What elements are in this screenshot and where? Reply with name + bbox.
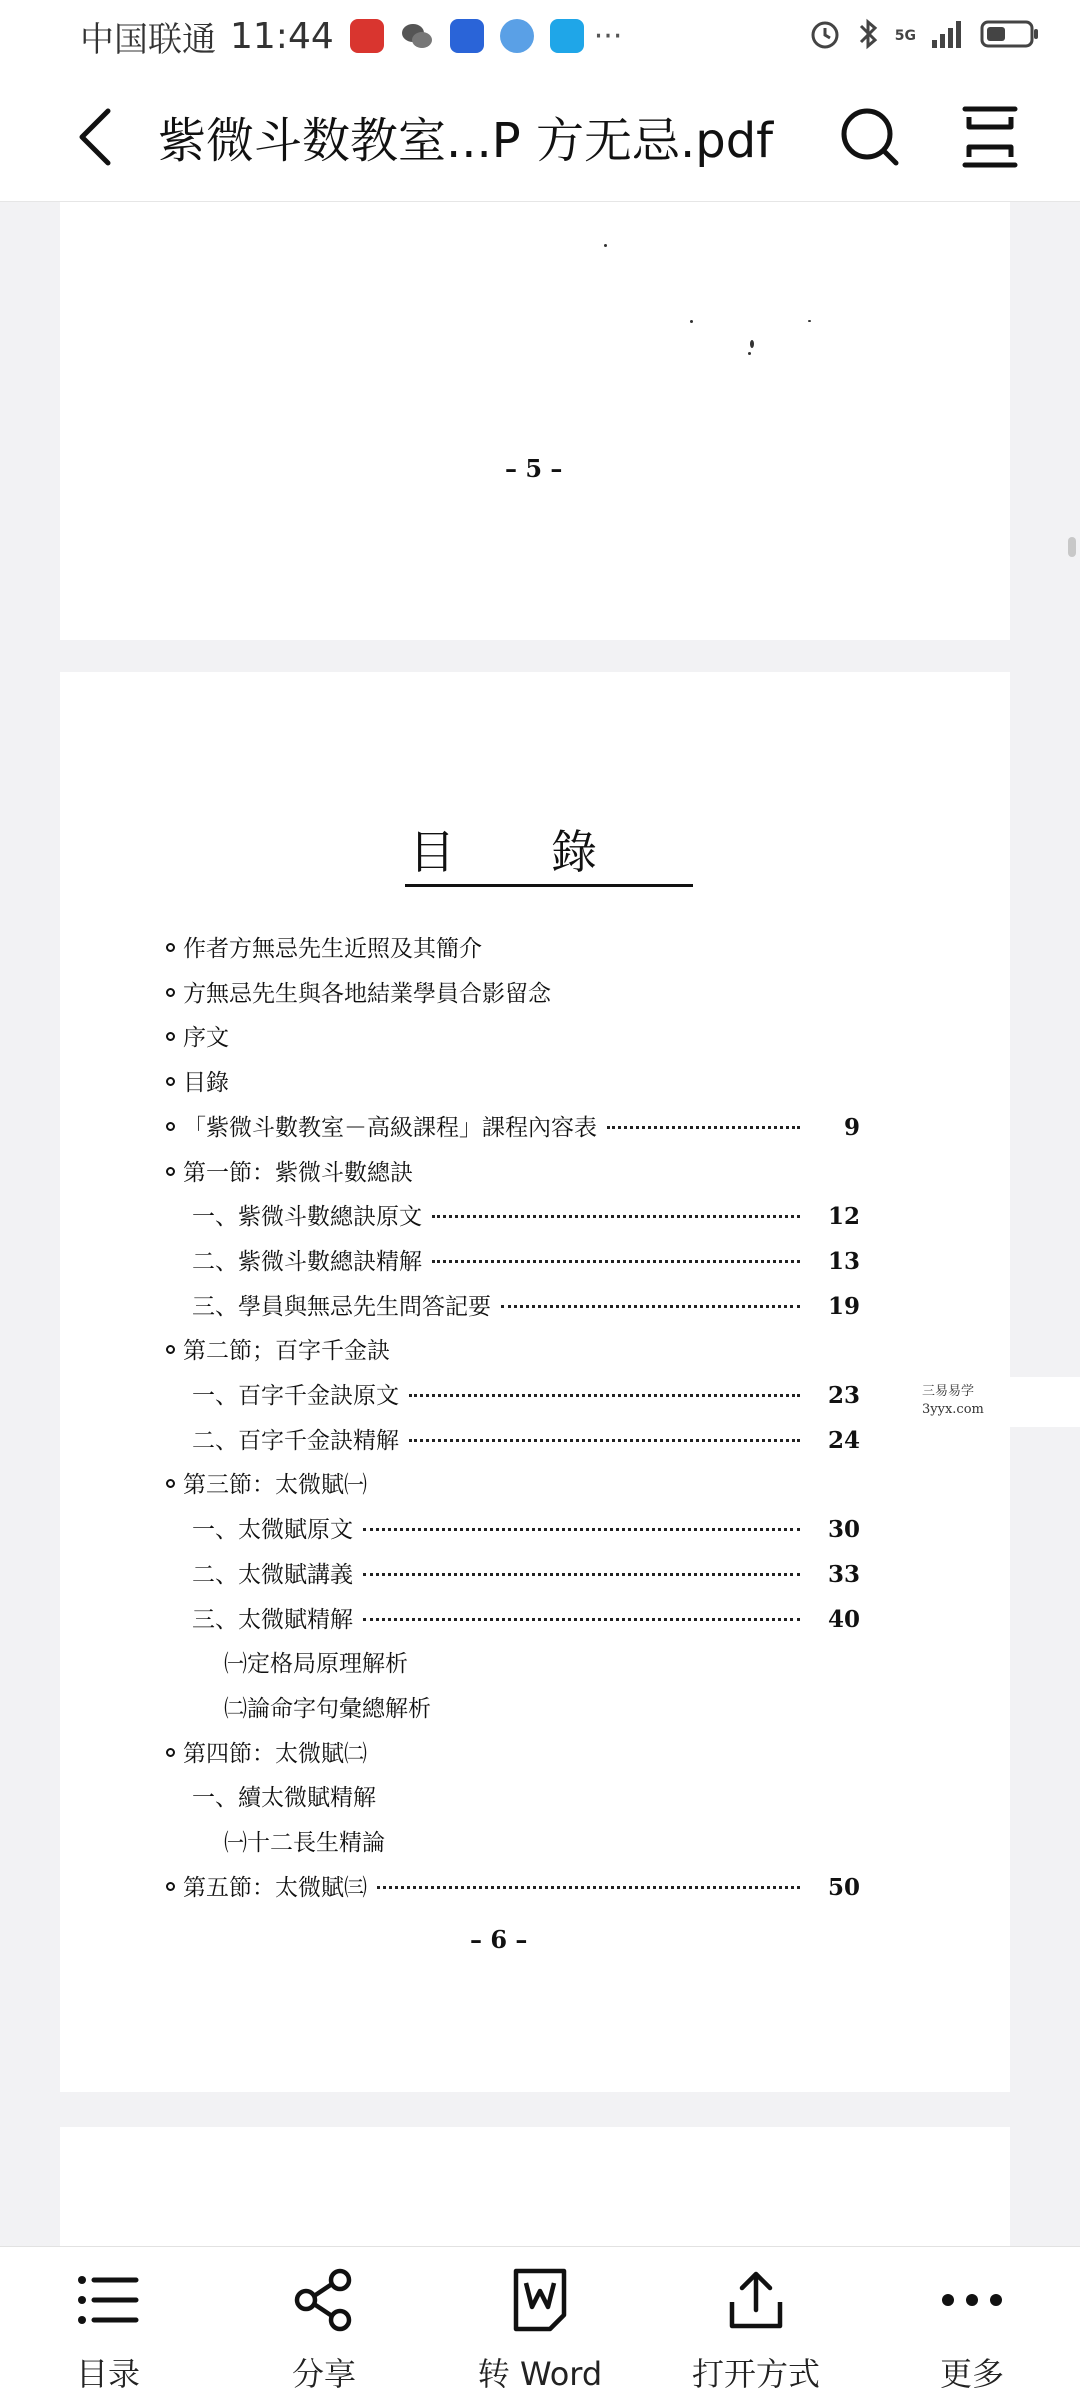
toc-list-icon [73, 2265, 143, 2335]
toc-entry [166, 1332, 390, 1365]
toc-entry [192, 1288, 860, 1321]
share-icon [289, 2265, 359, 2335]
toc-entry [224, 1690, 431, 1723]
toc-entry-page: 23 [827, 1382, 860, 1409]
toc-entry [192, 1422, 860, 1455]
toc-entry-page: 9 [843, 1113, 860, 1141]
convert-word-icon [505, 2265, 575, 2335]
app-bar [0, 72, 1080, 202]
toc-entry-title: 一、太微賦原文 [192, 1517, 353, 1544]
open-with-label: 打开方式 [691, 2355, 820, 2393]
watermark-line-1: 三易易学 [922, 1384, 975, 1399]
pdf-page-7 [60, 2127, 1010, 2246]
page-number: – 5 – [505, 454, 563, 483]
share-label: 分享 [291, 2355, 356, 2393]
page-scroll-mode-button[interactable] [950, 97, 1030, 177]
bottom-toolbar [0, 2246, 1080, 2400]
toc-label: 目录 [75, 2355, 140, 2393]
scan-speck [750, 340, 754, 348]
toc-entry-title: 第二節；百字千金訣 [183, 1338, 390, 1365]
toc-entry [192, 1779, 376, 1812]
back-arrow-icon [70, 105, 120, 169]
toc-entry-title: 第五節：太微賦㈢ [183, 1874, 367, 1901]
toc-bullet [166, 943, 175, 952]
toc-entry [166, 1869, 860, 1902]
toc-bullet [166, 1077, 175, 1086]
open-with-icon [721, 2265, 791, 2335]
toc-leader-dots [377, 1886, 800, 1889]
toc-entry-page: 30 [827, 1516, 860, 1544]
calendar-app-icon [350, 19, 384, 53]
scrollbar-thumb[interactable] [1068, 537, 1076, 557]
toc-entry [192, 1556, 860, 1589]
toc-leader-dots [409, 1439, 800, 1442]
toc-leader-dots [409, 1394, 800, 1397]
toc-entry [192, 1511, 860, 1544]
toc-entry-title: 二、紫微斗數總訣精解 [192, 1248, 422, 1275]
toc-entry-title: 一、百字千金訣原文 [192, 1383, 399, 1409]
toc-entry-title: 「紫微斗數教室－高級課程」課程內容表 [183, 1114, 597, 1141]
toc-entry-title: ㈠定格局原理解析 [224, 1651, 408, 1678]
toc-leader-dots [432, 1260, 800, 1263]
toc-leader-dots [363, 1528, 800, 1531]
toc-entry [166, 930, 482, 963]
pdf-page-6 [60, 672, 1010, 2092]
toc-entry [224, 1645, 408, 1678]
toc-entry-title: ㈡論命字句彙總解析 [224, 1695, 431, 1722]
scan-speck [690, 320, 693, 323]
toc-entry-title: 一、續太微賦精解 [192, 1785, 376, 1812]
browser-icon [500, 19, 534, 53]
toc-entry [166, 1466, 367, 1499]
toc-entry [224, 1824, 385, 1857]
toc-entry-title: 作者方無忌先生近照及其簡介 [183, 936, 482, 962]
convert-word-button[interactable] [440, 2265, 640, 2395]
toc-entry-title: 二、太微賦講義 [192, 1561, 353, 1588]
toc-entry-title: 二、百字千金訣精解 [192, 1427, 399, 1454]
toc-button[interactable] [8, 2265, 208, 2395]
toc-entry-title: 方無忌先生與各地結業學員合影留念 [183, 980, 551, 1007]
toc-entry-title: 三、學員與無忌先生問答記要 [192, 1293, 491, 1320]
toc-entry [166, 975, 551, 1008]
toc-entry-page: 33 [827, 1560, 860, 1588]
toc-entry-page: 12 [827, 1203, 860, 1231]
scan-speck [808, 320, 811, 322]
toc-entry-title: 目錄 [183, 1070, 229, 1097]
page-scroll-icon [959, 105, 1021, 169]
more-label: 更多 [939, 2355, 1004, 2393]
toc-entry-page: 50 [827, 1873, 860, 1901]
toc-entry-page: 40 [827, 1605, 860, 1633]
toc-entry [192, 1243, 860, 1276]
more-notifications: ··· [593, 18, 623, 54]
app-actions [830, 97, 1030, 177]
toc-entry [166, 1064, 229, 1097]
toc-bullet [166, 1479, 175, 1488]
battery-icon [980, 18, 1040, 54]
toc-entry-page: 24 [827, 1426, 860, 1454]
status-left [80, 12, 622, 61]
open-with-button[interactable] [656, 2265, 856, 2395]
toc-leader-dots [363, 1573, 800, 1576]
toc-entry-title: 第四節：太微賦㈡ [183, 1740, 367, 1767]
toc-leader-dots [363, 1618, 800, 1621]
toc-bullet [166, 1167, 175, 1176]
alarm-icon [807, 16, 843, 56]
carrier-label: 中国联通 [80, 19, 216, 60]
toc-entry-title: 一、紫微斗數總訣原文 [192, 1204, 422, 1231]
toc-bullet [166, 1748, 175, 1757]
status-right [807, 16, 1040, 56]
toc-entry-title: 第三節：太微賦㈠ [183, 1472, 367, 1499]
toc-bullet [166, 1122, 175, 1131]
search-button[interactable] [830, 97, 910, 177]
toc-entry-title: ㈠十二長生精論 [224, 1830, 385, 1856]
toc-entry [166, 1109, 860, 1142]
more-dots-icon [937, 2265, 1007, 2335]
u-app-icon [450, 19, 484, 53]
search-app-icon [550, 19, 584, 53]
toc-heading: 目錄 [405, 827, 693, 887]
toc-entry [166, 1154, 413, 1187]
toc-leader-dots [501, 1305, 800, 1308]
search-icon [838, 105, 902, 169]
toc-entry-page: 13 [827, 1247, 860, 1275]
clock: 11:44 [230, 15, 334, 57]
toc-entry [192, 1377, 860, 1410]
pdf-page-5 [60, 202, 1010, 640]
toc-entry [192, 1601, 860, 1634]
toc-bullet [166, 1345, 175, 1354]
page-number: – 6 – [470, 1925, 528, 1954]
share-button[interactable] [224, 2265, 424, 2395]
back-button[interactable] [40, 82, 150, 192]
toc-bullet [166, 1032, 175, 1041]
toc-entry [166, 1019, 229, 1052]
toc-entry-title: 第一節：紫微斗數總訣 [183, 1159, 413, 1186]
wechat-icon [400, 19, 434, 53]
convert-word-label: 转 Word [477, 2355, 603, 2393]
network-type: 5G [894, 28, 916, 44]
signal-icon [930, 18, 966, 54]
watermark-line-2: 3yyx.com [922, 1402, 984, 1418]
pdf-viewer[interactable] [0, 202, 1080, 2246]
toc-leader-dots [432, 1215, 800, 1218]
toc-entry-page: 19 [827, 1292, 860, 1320]
toc-entry-title: 三、太微賦精解 [192, 1606, 353, 1633]
toc-entry [192, 1198, 860, 1231]
status-bar [0, 0, 1080, 72]
toc-entry-title: 序文 [183, 1025, 229, 1052]
bluetooth-icon [857, 16, 881, 56]
toc-bullet [166, 988, 175, 997]
watermark [900, 1377, 1080, 1427]
toc-bullet [166, 1882, 175, 1891]
scan-speck [604, 244, 607, 247]
more-button[interactable] [872, 2265, 1072, 2395]
document-title: 紫微斗数教室...P 方无忌.pdf [158, 113, 774, 169]
toc-leader-dots [607, 1126, 800, 1129]
scan-speck [748, 352, 751, 355]
toc-entry [166, 1735, 367, 1768]
